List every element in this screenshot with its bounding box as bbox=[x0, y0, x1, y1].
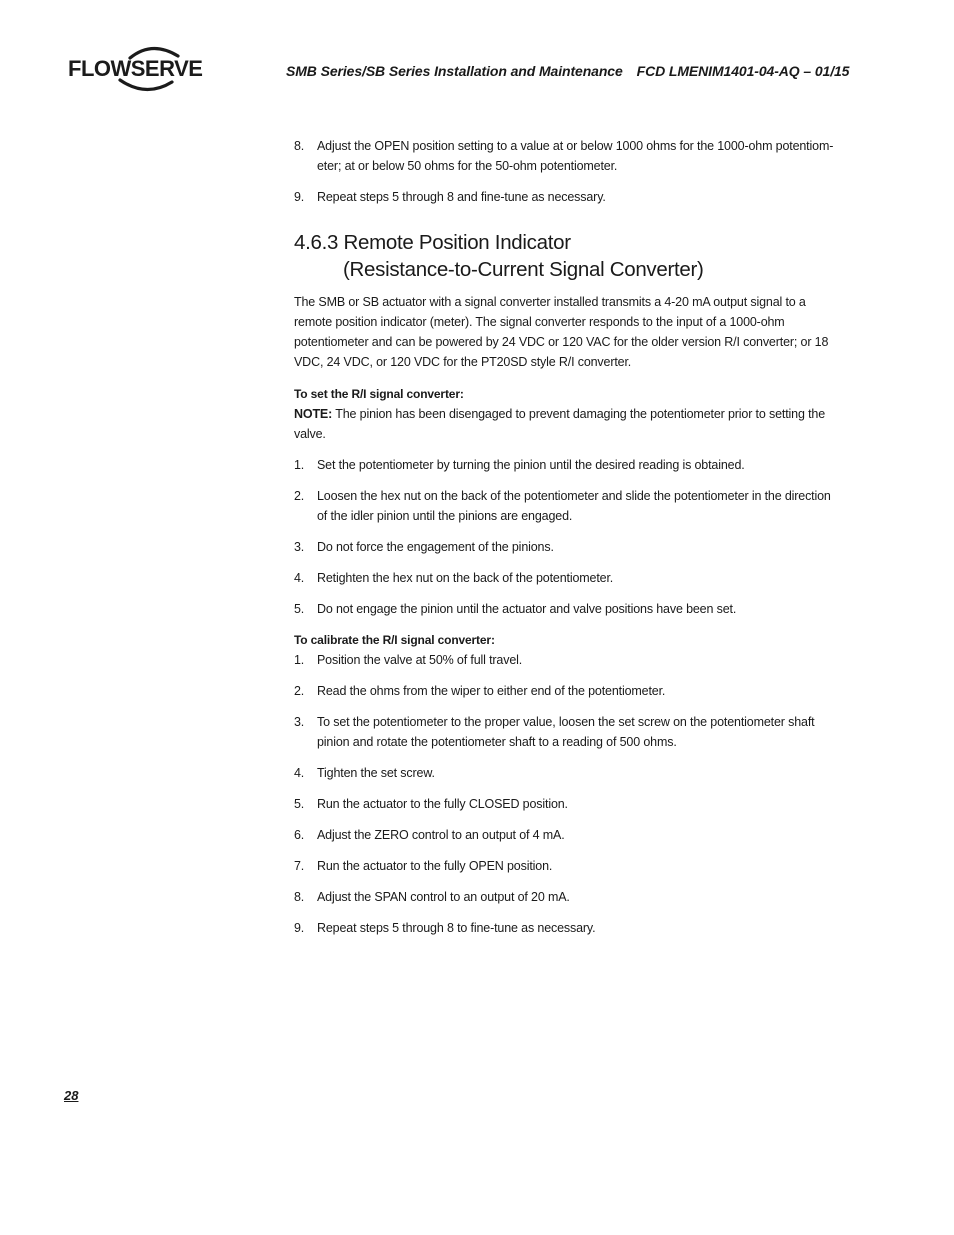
step-number: 1. bbox=[294, 653, 305, 667]
step-text: Do not force the engagement of the pinions. bbox=[317, 540, 554, 554]
list-item bbox=[294, 856, 842, 876]
step-text: Set the potentiometer by turning the pinion until the desired reading is obtained. bbox=[317, 458, 745, 472]
step-number: 5. bbox=[294, 797, 305, 811]
step-text: Position the valve at 50% of full travel. bbox=[317, 653, 523, 667]
list-item bbox=[294, 599, 842, 619]
section-heading-line2: (Resistance-to-Current Signal Converter) bbox=[343, 258, 704, 281]
list-item bbox=[294, 918, 842, 938]
set-converter-subheading: To set the R/I signal converter: bbox=[294, 387, 464, 401]
step-number: 2. bbox=[294, 684, 305, 698]
step-number: 3. bbox=[294, 715, 305, 729]
step-text: Run the actuator to the fully CLOSED position. bbox=[317, 797, 568, 811]
section-heading-line1: 4.6.3 Remote Position Indicator bbox=[294, 231, 571, 254]
list-item bbox=[294, 650, 842, 670]
list-item bbox=[294, 136, 842, 176]
step-text: Adjust the ZERO control to an output of 4 mA. bbox=[317, 828, 565, 842]
step-number: 3. bbox=[294, 540, 305, 554]
section-intro: The SMB or SB actuator with a signal converter installed transmits a 4-20 mA output signal to a remote position indicator (meter). The signal converter responds to the input of a 1000-ohm potentiometer and can be powered by 24 VDC or 120 VAC for the older version R/I converter; or 18 VDC, 24 VDC, or 120 VDC for the PT20SD style R/I converter. bbox=[294, 295, 829, 369]
step-number: 4. bbox=[294, 571, 305, 585]
list-item bbox=[294, 794, 842, 814]
list-item bbox=[294, 187, 842, 207]
step-number: 2. bbox=[294, 489, 305, 503]
step-number: 4. bbox=[294, 766, 305, 780]
list-item bbox=[294, 887, 842, 907]
step-text: Adjust the OPEN position setting to a value at or below 1000 ohms for the 1000-ohm potentiom-eter; at or below 50 ohms for the 50-ohm potentiometer. bbox=[317, 139, 834, 173]
note-paragraph bbox=[294, 404, 842, 444]
document-title: SMB Series/SB Series Installation and Maintenance bbox=[286, 63, 623, 79]
step-text: Adjust the SPAN control to an output of 20 mA. bbox=[317, 890, 570, 904]
step-text: Run the actuator to the fully OPEN position. bbox=[317, 859, 553, 873]
step-text: Retighten the hex nut on the back of the potentiometer. bbox=[317, 571, 614, 585]
list-item bbox=[294, 455, 842, 475]
step-number: 8. bbox=[294, 139, 305, 153]
page-header bbox=[286, 63, 849, 79]
list-item bbox=[294, 712, 842, 752]
list-item bbox=[294, 681, 842, 701]
step-number: 8. bbox=[294, 890, 305, 904]
flowserve-logo bbox=[68, 42, 208, 96]
list-item bbox=[294, 763, 842, 783]
step-number: 1. bbox=[294, 458, 305, 472]
step-number: 9. bbox=[294, 190, 305, 204]
note-text: The pinion has been disengaged to prevent damaging the potentiometer prior to setting the valve. bbox=[294, 407, 826, 441]
step-number: 9. bbox=[294, 921, 305, 935]
step-number: 5. bbox=[294, 602, 305, 616]
step-text: Repeat steps 5 through 8 to fine-tune as necessary. bbox=[317, 921, 596, 935]
step-text: Do not engage the pinion until the actuator and valve positions have been set. bbox=[317, 602, 737, 616]
step-number: 6. bbox=[294, 828, 305, 842]
page-content bbox=[294, 136, 842, 949]
page-number: 28 bbox=[64, 1088, 79, 1103]
step-text: Repeat steps 5 through 8 and fine-tune as necessary. bbox=[317, 190, 606, 204]
step-number: 7. bbox=[294, 859, 305, 873]
list-item bbox=[294, 537, 842, 557]
step-text: Loosen the hex nut on the back of the potentiometer and slide the potentiometer in the direction of the idler pinion until the pinions are engaged. bbox=[317, 489, 831, 523]
document-code: FCD LMENIM1401-04-AQ – 01/15 bbox=[636, 63, 850, 79]
step-text: To set the potentiometer to the proper value, loosen the set screw on the potentiometer shaft pinion and rotate the potentiometer shaft to a reading of 500 ohms. bbox=[317, 715, 815, 749]
calibrate-converter-subheading: To calibrate the R/I signal converter: bbox=[294, 633, 495, 647]
step-text: Tighten the set screw. bbox=[317, 766, 435, 780]
list-item bbox=[294, 486, 842, 526]
list-item bbox=[294, 825, 842, 845]
list-item bbox=[294, 568, 842, 588]
step-text: Read the ohms from the wiper to either end of the potentiometer. bbox=[317, 684, 666, 698]
logo-wordmark: FLOWSERVE bbox=[68, 56, 203, 81]
note-label: NOTE: bbox=[294, 407, 333, 421]
section-heading bbox=[294, 229, 842, 283]
logo-swoosh-bottom-icon bbox=[68, 76, 208, 96]
